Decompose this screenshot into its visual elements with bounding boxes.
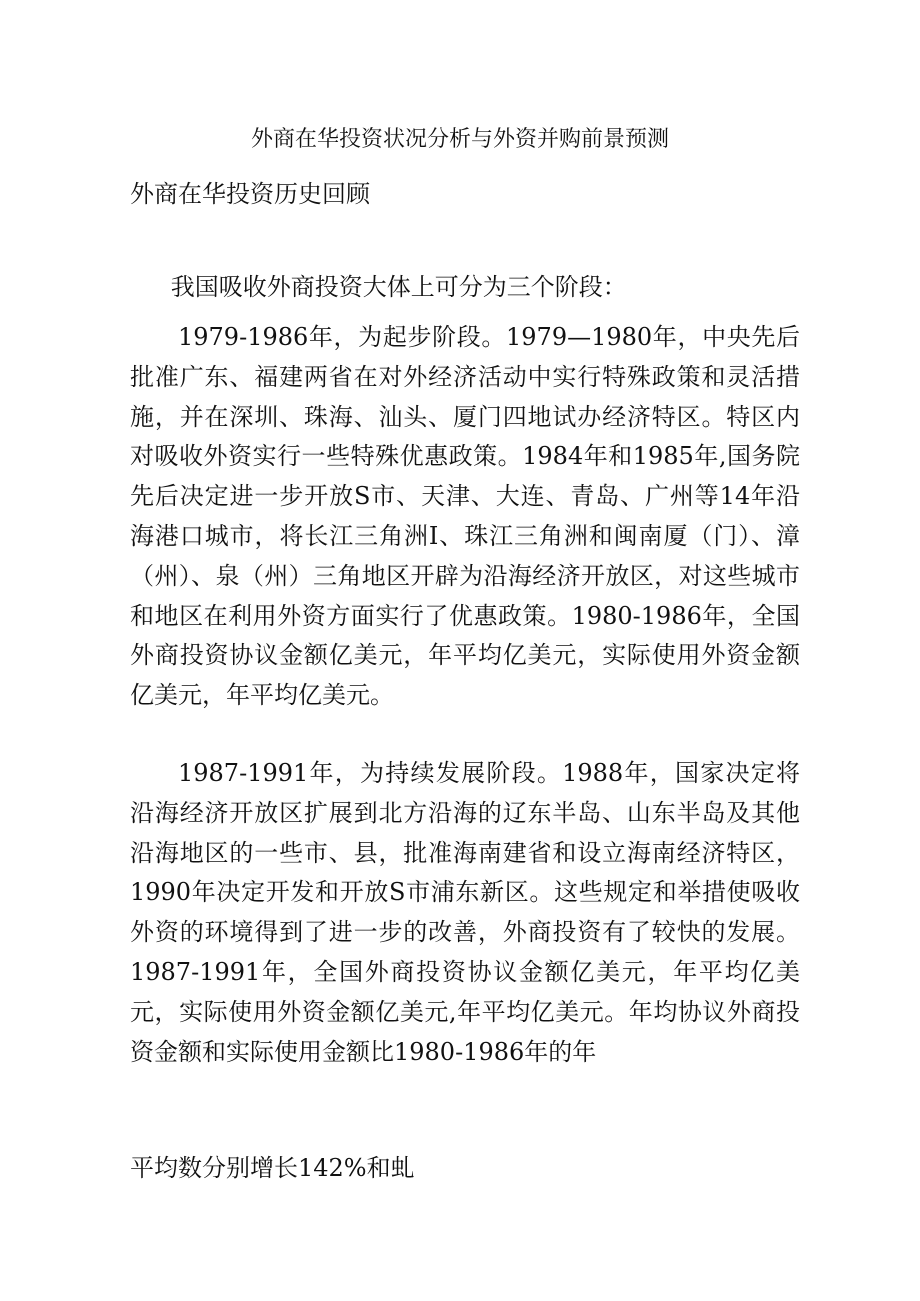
section-heading: 外商在华投资历史回顾: [130, 180, 370, 208]
document-title: 外商在华投资状况分析与外资并购前景预测: [250, 127, 669, 152]
tail-line: 平均数分别增长142%和虬: [130, 1154, 415, 1182]
paragraph-stage-two: 1987-1991年，为持续发展阶段。1988年，国家决定将沿海经济开放区扩展到北方沿海的辽东半岛、山东半岛及其他沿海地区的一些市、县，批准海南建省和设立海南经济特区，1990年决定开发和开放S市浦东新区。这些规定和举措使吸收外资的环境得到了进一步的改善，外商投资有了较快的发展。1987-1991年，全国外商投资协议金额亿美元，年平均亿美元，实际使用外资金额亿美元,年平均亿美元。年均协议外商投资金额和实际使用金额比1980-1986年的年: [130, 759, 800, 1066]
paragraph-stage-one: 1979-1986年，为起步阶段。1979—1980年，中央先后批准广东、福建两省在对外经济活动中实行特殊政策和灵活措施，并在深圳、珠海、汕头、厦门四地试办经济特区。特区内对吸收外资实行一些特殊优惠政策。1984年和1985年,国务院先后决定进一步开放S市、天津、大连、青岛、广州等14年沿海港口城市，将长江三角洲I、珠江三角洲和闽南厦（门）、漳（州）、泉（州）三角地区开辟为沿海经济开放区，对这些城市和地区在利用外资方面实行了优惠政策。1980-1986年，全国外商投资协议金额亿美元，年平均亿美元，实际使用外资金额亿美元，年平均亿美元。: [130, 323, 800, 710]
intro-paragraph: 我国吸收外商投资大体上可分为三个阶段：: [170, 273, 627, 301]
